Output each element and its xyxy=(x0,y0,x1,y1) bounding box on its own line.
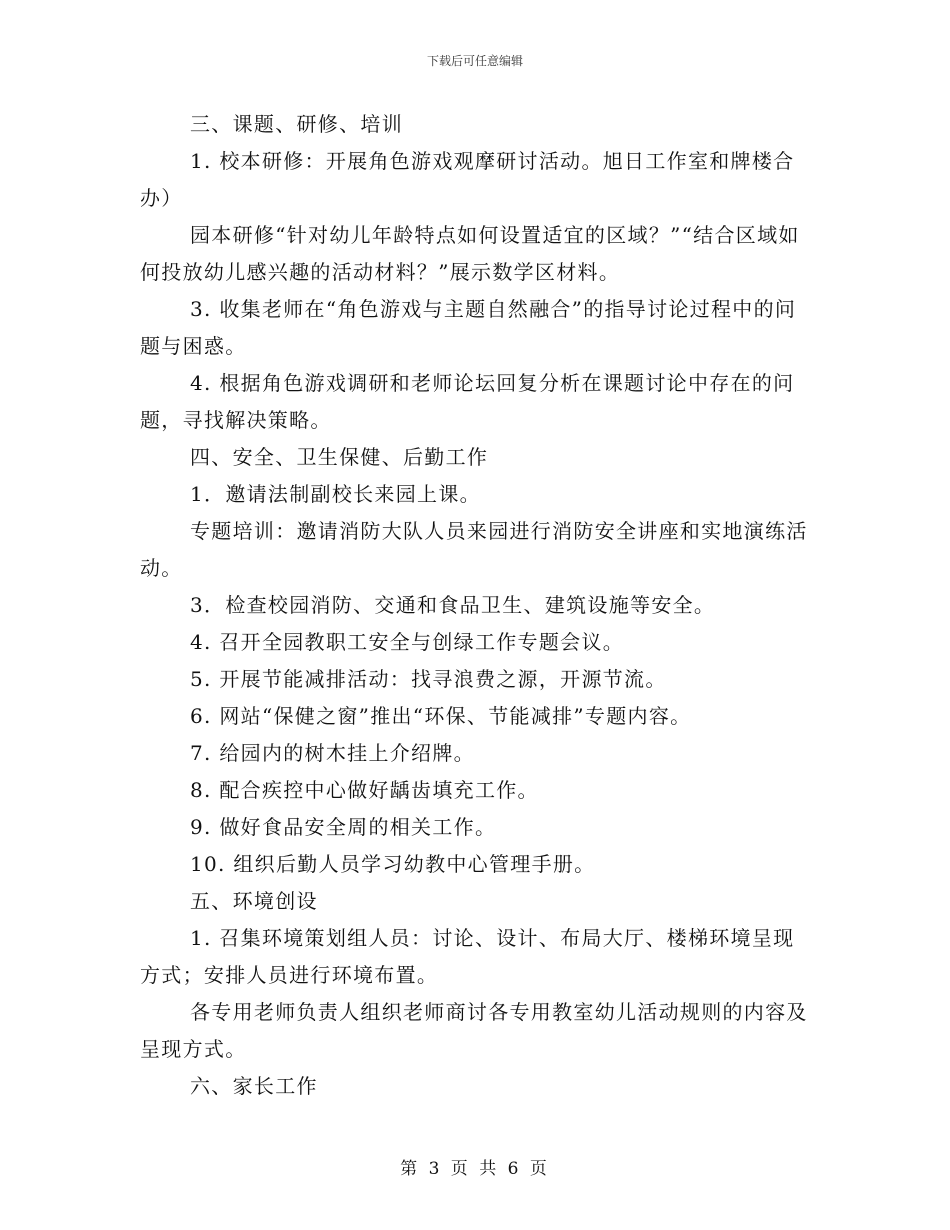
paragraph-food-safety: 9. 做好食品安全周的相关工作。 xyxy=(190,815,497,839)
paragraph-logistics-manual: 10. 组织后勤人员学习幼教中心管理手册。 xyxy=(190,852,596,876)
paragraph-environment-planning: 1. 召集环境策划组人员：讨论、设计、布局大厅、楼梯环境呈现方式；安排人员进行环境布置。 xyxy=(140,926,795,987)
paragraph-dental: 8. 配合疾控中心做好龋齿填充工作。 xyxy=(190,778,539,802)
document-body xyxy=(140,106,810,1105)
paragraph-tree-labels: 7. 给园内的树木挂上介绍牌。 xyxy=(190,741,475,765)
paragraph-staff-meeting: 4. 召开全园教职工安全与创绿工作专题会议。 xyxy=(190,630,625,654)
paragraph-kindergarten-research: 园本研修“针对幼儿年龄特点如何设置适宜的区域？”“结合区域如何投放幼儿感兴趣的活动材料？”展示数学区材料。 xyxy=(140,223,800,284)
paragraph-website: 6. 网站“保健之窗”推出“环保、节能减排”专题内容。 xyxy=(190,704,692,728)
paragraph-school-research: 1. 校本研修：开展角色游戏观摩研讨活动。旭日工作室和牌楼合办） xyxy=(140,149,795,210)
page-header: 下载后可任意编辑 xyxy=(426,54,523,68)
section-heading-safety: 四、安全、卫生保健、后勤工作 xyxy=(190,445,489,469)
paragraph-energy-saving: 5. 开展节能减排活动：找寻浪费之源，开源节流。 xyxy=(190,667,667,691)
section-heading-environment: 五、环境创设 xyxy=(190,889,318,913)
paragraph-fire-training: 专题培训：邀请消防大队人员来园进行消防安全讲座和实地演练活动。 xyxy=(140,519,808,580)
paragraph-analysis: 4. 根据角色游戏调研和老师论坛回复分析在课题讨论中存在的问题，寻找解决策略。 xyxy=(140,371,795,432)
paragraph-safety-check: 3．检查校园消防、交通和食品卫生、建筑设施等安全。 xyxy=(190,593,716,617)
paragraph-collect-questions: 3. 收集老师在“角色游戏与主题自然融合”的指导讨论过程中的问题与困惑。 xyxy=(140,297,797,358)
paragraph-legal-class: 1．邀请法制副校长来园上课。 xyxy=(190,482,481,506)
section-heading-parents: 六、家长工作 xyxy=(190,1074,318,1098)
paragraph-classroom-rules: 各专用老师负责人组织老师商讨各专用教室幼儿活动规则的内容及呈现方式。 xyxy=(140,1000,808,1061)
page-footer: 第 3 页 共 6 页 xyxy=(400,1159,550,1179)
section-heading-research: 三、课题、研修、培训 xyxy=(190,112,403,136)
